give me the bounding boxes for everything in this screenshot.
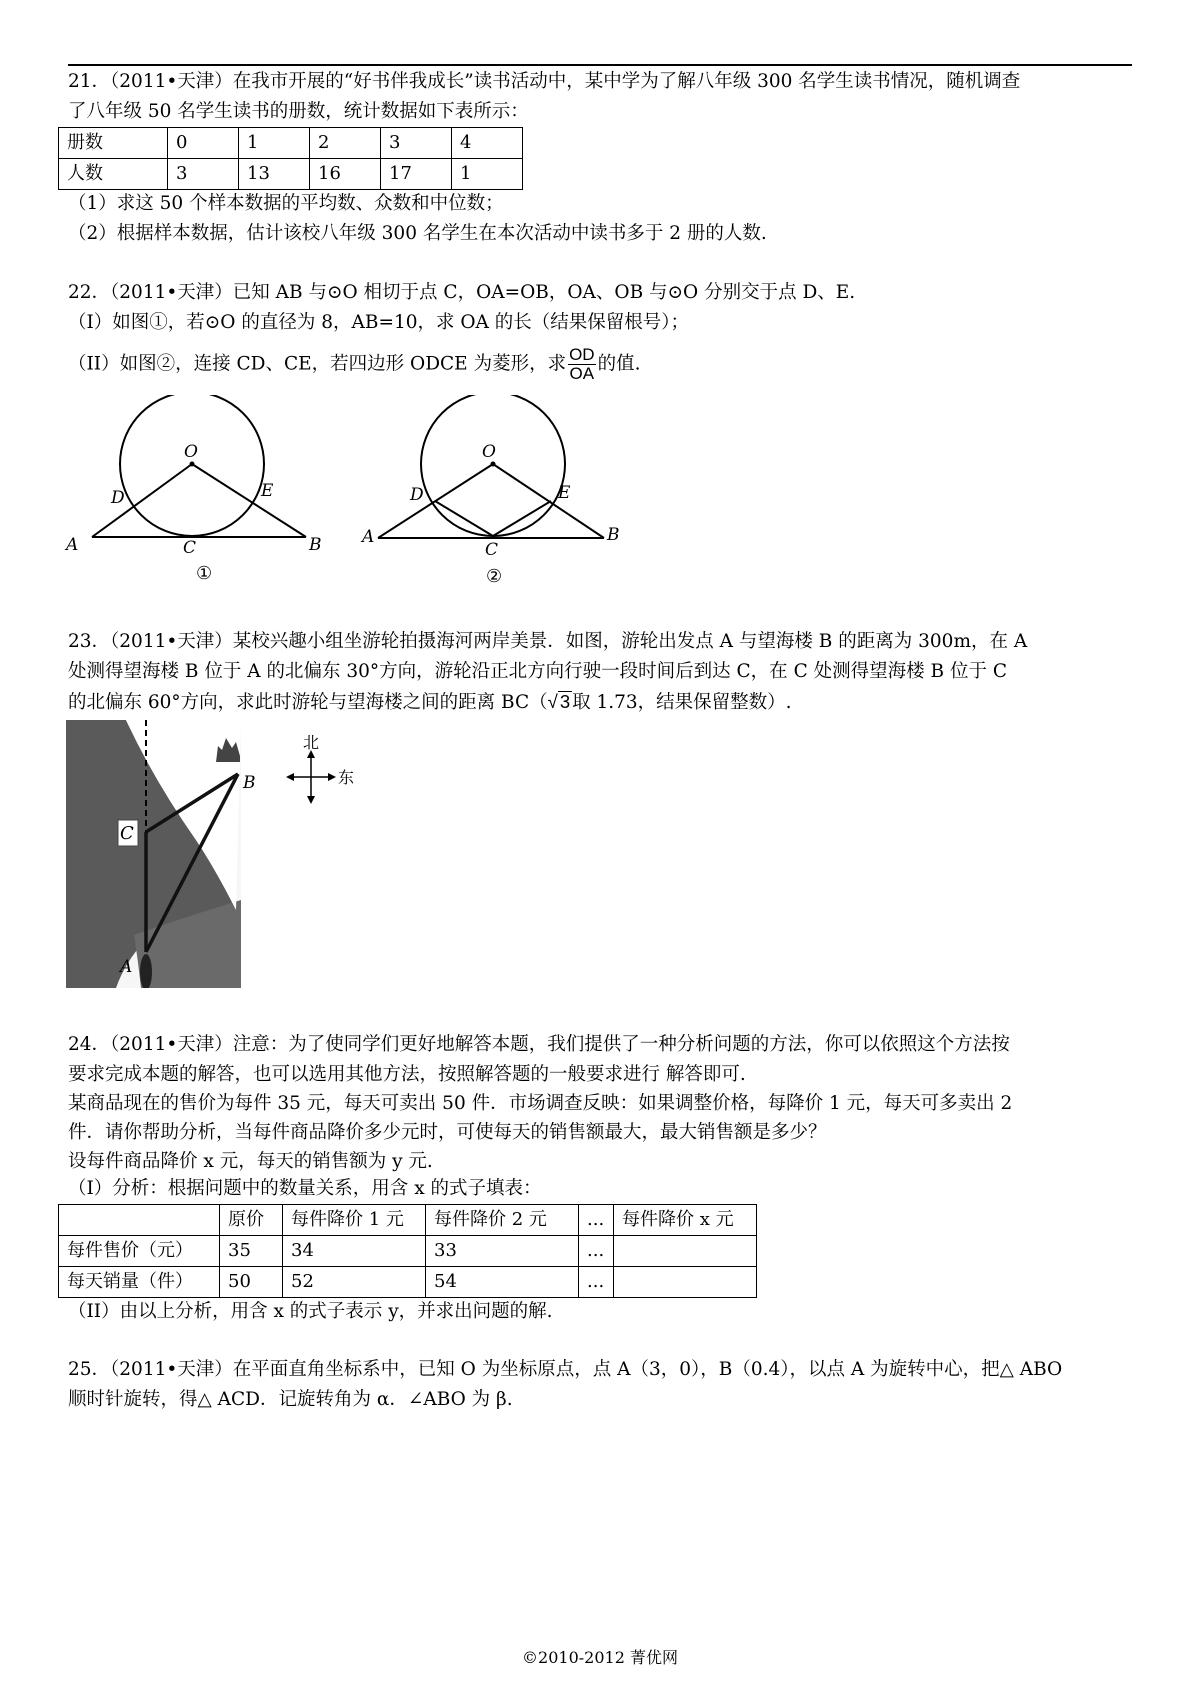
page-footer: ©2010-2012 菁优网 (522, 1648, 678, 1667)
table-cell: 每天销量（件） (59, 1267, 220, 1298)
table-row (59, 1267, 757, 1298)
table-row (59, 1236, 757, 1267)
q24-line4: 件．请你帮助分析，当每件商品降价多少元时，可使每天的销售额最大，最大销售额是多少？ (68, 1122, 827, 1143)
label-b: B (243, 773, 256, 793)
q24-sub1: （I）分析：根据问题中的数量关系，用含 x 的式子填表： (68, 1178, 542, 1199)
compass-east-label: 东 (338, 768, 355, 787)
q22-line1: 22．（2011•天津）已知 AB 与⊙O 相切于点 C，OA=OB，OA、OB 与⊙O 分别交于点 D、E. (68, 282, 856, 303)
table-cell: 4 (452, 128, 523, 159)
label-c: C (120, 823, 134, 844)
table-cell: 3 (381, 128, 452, 159)
table-cell: 每件降价 x 元 (614, 1205, 757, 1236)
table-cell: 17 (381, 159, 452, 190)
table-cell: 50 (220, 1267, 283, 1298)
table-cell: 13 (239, 159, 310, 190)
table-cell: 33 (426, 1236, 579, 1267)
top-rule (68, 64, 1132, 66)
segment-ob (192, 464, 306, 537)
compass-arrow-south (307, 796, 315, 804)
table-row (59, 1205, 757, 1236)
q24-sub2: （II）由以上分析，用含 x 的式子表示 y，并求出问题的解. (68, 1301, 553, 1322)
table-cell: 3 (168, 159, 239, 190)
compass-arrow-west (286, 773, 294, 781)
label-o: O (482, 442, 496, 462)
q23-figure (66, 720, 366, 988)
table-cell: 册数 (59, 128, 168, 159)
table-cell: 每件降价 2 元 (426, 1205, 579, 1236)
table-cell: 每件售价（元） (59, 1236, 220, 1267)
center-point (190, 462, 195, 467)
label-a: A (66, 535, 79, 555)
table-cell: 0 (168, 128, 239, 159)
table-row (59, 128, 523, 159)
q21-table (58, 127, 523, 190)
q24-line3: 某商品现在的售价为每件 35 元，每天可卖出 50 件．市场调查反映：如果调整价格，每降价 1 元，每天可多卖出 2 (68, 1093, 1013, 1114)
q22-sub2-text-a: （II）如图②，连接 CD、CE，若四边形 ODCE 为菱形，求 (68, 353, 567, 375)
q24-table (58, 1204, 757, 1298)
label-a: A (362, 527, 375, 547)
table-cell: 52 (283, 1267, 426, 1298)
label-b: B (309, 535, 322, 555)
label-a: A (120, 957, 133, 977)
label-c: C (183, 538, 197, 558)
table-cell: 1 (452, 159, 523, 190)
table-cell: ... (579, 1205, 614, 1236)
table-cell: 16 (310, 159, 381, 190)
q23-line1: 23．（2011•天津）某校兴趣小组坐游轮拍摄海河两岸美景．如图，游轮出发点 A 与望海楼 B 的距离为 300m，在 A (68, 631, 1028, 652)
q24-line1: 24．（2011•天津）注意：为了使同学们更好地解答本题，我们提供了一种分析问题的方法，你可以依照这个方法按 (68, 1034, 1010, 1055)
fraction-denominator: OA (569, 364, 595, 383)
table-cell: 54 (426, 1267, 579, 1298)
q22-sub2-text-b: 的值. (597, 353, 641, 375)
q25-line1: 25．（2011•天津）在平面直角坐标系中，已知 O 为坐标原点，点 A（3，0），B（0.4），以点 A 为旋转中心，把△ ABO (68, 1359, 1063, 1380)
q23-line3-text-a: 的北偏东 60°方向，求此时游轮与望海楼之间的距离 BC（ (68, 692, 548, 713)
table-cell: 35 (220, 1236, 283, 1267)
table-cell: 2 (310, 128, 381, 159)
table-cell: ... (579, 1267, 614, 1298)
q21-line1: 21．（2011•天津）在我市开展的“好书伴我成长”读书活动中，某中学为了解八年级 300 名学生读书情况，随机调查 (68, 71, 1021, 92)
table-cell (59, 1205, 220, 1236)
segment-oa (92, 464, 192, 537)
table-cell: 1 (239, 128, 310, 159)
table-cell: 人数 (59, 159, 168, 190)
label-o: O (184, 442, 198, 462)
q23-line3 (68, 688, 1132, 717)
compass-north-label: 北 (303, 733, 320, 752)
center-point (491, 462, 496, 467)
q25-line2: 顺时针旋转，得△ ACD．记旋转角为 α．∠ABO 为 β. (68, 1389, 513, 1410)
label-e: E (558, 483, 571, 503)
q23-line2: 处测得望海楼 B 位于 A 的北偏东 30°方向，游轮沿正北方向行驶一段时间后到达 C，在 C 处测得望海楼 B 位于 C (68, 661, 1007, 682)
label-c: C (485, 540, 499, 560)
label-e: E (261, 481, 274, 501)
figure-caption: ② (486, 566, 503, 587)
table-cell: 原价 (220, 1205, 283, 1236)
q21-sub2: （2）根据样本数据，估计该校八年级 300 名学生在本次活动中读书多于 2 册的人数. (68, 223, 767, 244)
compass-arrow-east (328, 773, 336, 781)
figure-caption: ① (196, 563, 213, 584)
table-cell: ... (579, 1236, 614, 1267)
q21-line2: 了八年级 50 名学生读书的册数，统计数据如下表所示： (68, 101, 529, 122)
q22-sub1: （I）如图①，若⊙O 的直径为 8，AB=10，求 OA 的长（结果保留根号）； (68, 312, 690, 333)
radicand: 3 (559, 691, 571, 712)
table-row (59, 159, 523, 190)
square-root: √ 3 (547, 691, 571, 712)
table-cell: 每件降价 1 元 (283, 1205, 426, 1236)
label-b: B (607, 525, 620, 545)
fraction-numerator: OD (569, 345, 595, 364)
q24-line2: 要求完成本题的解答，也可以选用其他方法，按照解答题的一般要求进行 解答即可. (68, 1064, 746, 1085)
q21-sub1: （1）求这 50 个样本数据的平均数、众数和中位数； (68, 193, 504, 214)
q22-sub2 (68, 346, 1132, 383)
label-d: D (111, 488, 125, 508)
q23-line3-text-b: 取 1.73，结果保留整数）. (572, 692, 792, 713)
q22-figure-2 (358, 395, 678, 595)
fraction (568, 346, 596, 383)
label-d: D (410, 485, 424, 505)
table-cell (614, 1267, 757, 1298)
table-cell (614, 1236, 757, 1267)
q24-line5: 设每件商品降价 x 元，每天的销售额为 y 元. (68, 1151, 433, 1172)
q22-figure-1 (60, 395, 360, 595)
table-cell: 34 (283, 1236, 426, 1267)
